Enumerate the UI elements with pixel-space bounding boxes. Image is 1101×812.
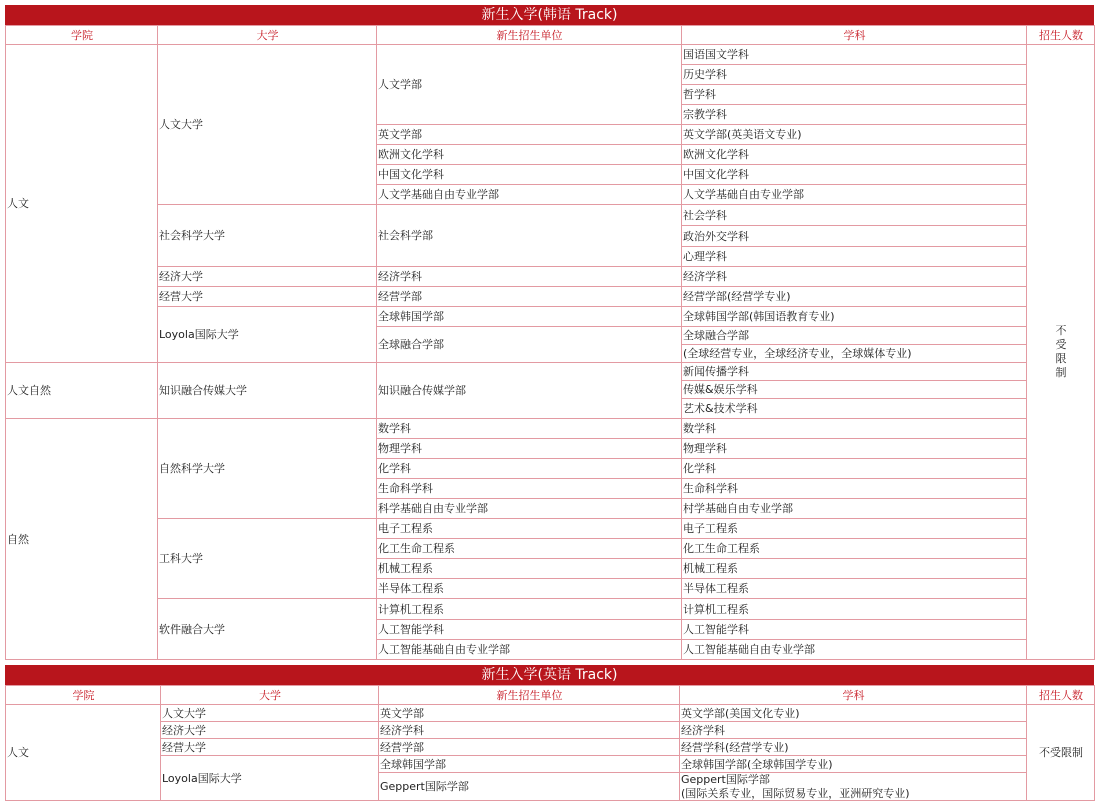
university-cell: 经济大学 — [158, 267, 377, 287]
table-row — [6, 307, 1095, 327]
unit-cell: 全球韩国学部 — [379, 756, 680, 773]
english-track-title: 新生入学(英语 Track) — [5, 665, 1094, 685]
unit-cell: 经营学部 — [379, 739, 680, 756]
university-cell: 经济大学 — [161, 722, 379, 739]
unit-cell: 人文学部 — [377, 45, 682, 125]
unit-cell: 人文学基础自由专业学部 — [377, 185, 682, 205]
major-cell: 半导体工程系 — [682, 579, 1027, 599]
major-cell: 国语国文学科 — [682, 45, 1027, 65]
unit-cell: 生命科学科 — [377, 479, 682, 499]
major-cell: 经营学科(经营学专业) — [680, 739, 1027, 756]
major-cell: 经济学科 — [680, 722, 1027, 739]
major-cell: 化学科 — [682, 459, 1027, 479]
english-track-table — [5, 685, 1095, 801]
header-quota: 招生人数 — [1027, 26, 1095, 45]
table-row — [6, 739, 1095, 756]
header-unit: 新生招生单位 — [377, 26, 682, 45]
major-cell: 宗教学科 — [682, 105, 1027, 125]
unit-cell: 知识融合传媒学部 — [377, 363, 682, 419]
table-row — [6, 705, 1095, 722]
college-cell: 人文 — [6, 705, 161, 801]
university-cell: Loyola国际大学 — [161, 756, 379, 801]
header-university: 大学 — [158, 26, 377, 45]
table-row — [6, 267, 1095, 287]
major-cell: 经营学部(经营学专业) — [682, 287, 1027, 307]
major-cell: 数学科 — [682, 419, 1027, 439]
major-cell: 政治外交学科 — [682, 226, 1027, 247]
college-cell: 人文 — [6, 45, 158, 363]
university-cell: 工科大学 — [158, 519, 377, 599]
unit-cell: 经济学科 — [377, 267, 682, 287]
table-row — [6, 205, 1095, 226]
unit-cell: 物理学科 — [377, 439, 682, 459]
major-cell: 生命科学科 — [682, 479, 1027, 499]
table-row — [6, 419, 1095, 439]
major-cell: 艺术&技术学科 — [682, 399, 1027, 419]
college-cell: 人文自然 — [6, 363, 158, 419]
major-cell: 社会学科 — [682, 205, 1027, 226]
table-row — [6, 287, 1095, 307]
university-cell: 社会科学大学 — [158, 205, 377, 267]
unit-cell: 科学基础自由专业学部 — [377, 499, 682, 519]
quota-char: 限 — [1055, 352, 1067, 365]
major-cell: 传媒&娱乐学科 — [682, 381, 1027, 399]
major-cell: 新闻传播学科 — [682, 363, 1027, 381]
unit-cell: 英文学部 — [379, 705, 680, 722]
table-row — [6, 599, 1095, 620]
major-cell: 物理学科 — [682, 439, 1027, 459]
major-cell: 经济学科 — [682, 267, 1027, 287]
unit-cell: 人工智能基础自由专业学部 — [377, 640, 682, 660]
header-college: 学院 — [6, 26, 158, 45]
unit-cell: 社会科学部 — [377, 205, 682, 267]
unit-cell: Geppert国际学部 — [379, 773, 680, 801]
unit-cell: 数学科 — [377, 419, 682, 439]
quota-cell — [1027, 45, 1095, 660]
major-cell: 心理学科 — [682, 247, 1027, 267]
header-quota: 招生人数 — [1027, 686, 1095, 705]
header-unit: 新生招生单位 — [379, 686, 680, 705]
table-row — [6, 519, 1095, 539]
major-cell: Geppert国际学部 — [680, 773, 1027, 787]
unit-cell: 人工智能学科 — [377, 620, 682, 640]
header-major: 学科 — [682, 26, 1027, 45]
major-cell: 电子工程系 — [682, 519, 1027, 539]
major-cell: 化工生命工程系 — [682, 539, 1027, 559]
major-cell: 欧洲文化学科 — [682, 145, 1027, 165]
korean-track-table — [5, 25, 1095, 660]
table-row — [6, 756, 1095, 773]
quota-char: 受 — [1055, 338, 1067, 351]
major-cell: 计算机工程系 — [682, 599, 1027, 620]
major-cell: (全球经营专业，全球经济专业，全球媒体专业) — [682, 345, 1027, 363]
header-row — [6, 26, 1095, 45]
quota-char: 制 — [1055, 366, 1067, 379]
unit-cell: 半导体工程系 — [377, 579, 682, 599]
university-cell: 自然科学大学 — [158, 419, 377, 519]
unit-cell: 全球韩国学部 — [377, 307, 682, 327]
university-cell: Loyola国际大学 — [158, 307, 377, 363]
major-cell: 全球融合学部 — [682, 327, 1027, 345]
unit-cell: 计算机工程系 — [377, 599, 682, 620]
unit-cell: 机械工程系 — [377, 559, 682, 579]
unit-cell: 电子工程系 — [377, 519, 682, 539]
korean-track-title: 新生入学(韩语 Track) — [5, 5, 1094, 25]
major-cell: 人工智能基础自由专业学部 — [682, 640, 1027, 660]
major-cell: 村学基础自由专业学部 — [682, 499, 1027, 519]
unit-cell: 化工生命工程系 — [377, 539, 682, 559]
university-cell: 知识融合传媒大学 — [158, 363, 377, 419]
major-cell: 中国文化学科 — [682, 165, 1027, 185]
major-cell: 全球韩国学部(全球韩国学专业) — [680, 756, 1027, 773]
header-university: 大学 — [161, 686, 379, 705]
unit-cell: 化学科 — [377, 459, 682, 479]
unit-cell: 中国文化学科 — [377, 165, 682, 185]
major-cell: 英文学部(美国文化专业) — [680, 705, 1027, 722]
major-cell: 人文学基础自由专业学部 — [682, 185, 1027, 205]
unit-cell: 欧洲文化学科 — [377, 145, 682, 165]
major-cell: 全球韩国学部(韩国语教育专业) — [682, 307, 1027, 327]
header-college: 学院 — [6, 686, 161, 705]
college-cell: 自然 — [6, 419, 158, 660]
major-cell: 人工智能学科 — [682, 620, 1027, 640]
quota-cell: 不受限制 — [1027, 705, 1095, 801]
unit-cell: 英文学部 — [377, 125, 682, 145]
table-row — [6, 722, 1095, 739]
unit-cell: 全球融合学部 — [377, 327, 682, 363]
university-cell: 人文大学 — [161, 705, 379, 722]
table-row — [6, 45, 1095, 65]
major-cell: 机械工程系 — [682, 559, 1027, 579]
unit-cell: 经济学科 — [379, 722, 680, 739]
header-major: 学科 — [680, 686, 1027, 705]
university-cell: 经营大学 — [158, 287, 377, 307]
university-cell: 经营大学 — [161, 739, 379, 756]
table-row — [6, 363, 1095, 381]
major-cell: (国际关系专业，国际贸易专业，亚洲研究专业) — [680, 787, 1027, 801]
header-row — [6, 686, 1095, 705]
university-cell: 软件融合大学 — [158, 599, 377, 660]
major-cell: 英文学部(英美语文专业) — [682, 125, 1027, 145]
unit-cell: 经营学部 — [377, 287, 682, 307]
major-cell: 哲学科 — [682, 85, 1027, 105]
quota-char: 不 — [1055, 324, 1067, 337]
major-cell: 历史学科 — [682, 65, 1027, 85]
university-cell: 人文大学 — [158, 45, 377, 205]
